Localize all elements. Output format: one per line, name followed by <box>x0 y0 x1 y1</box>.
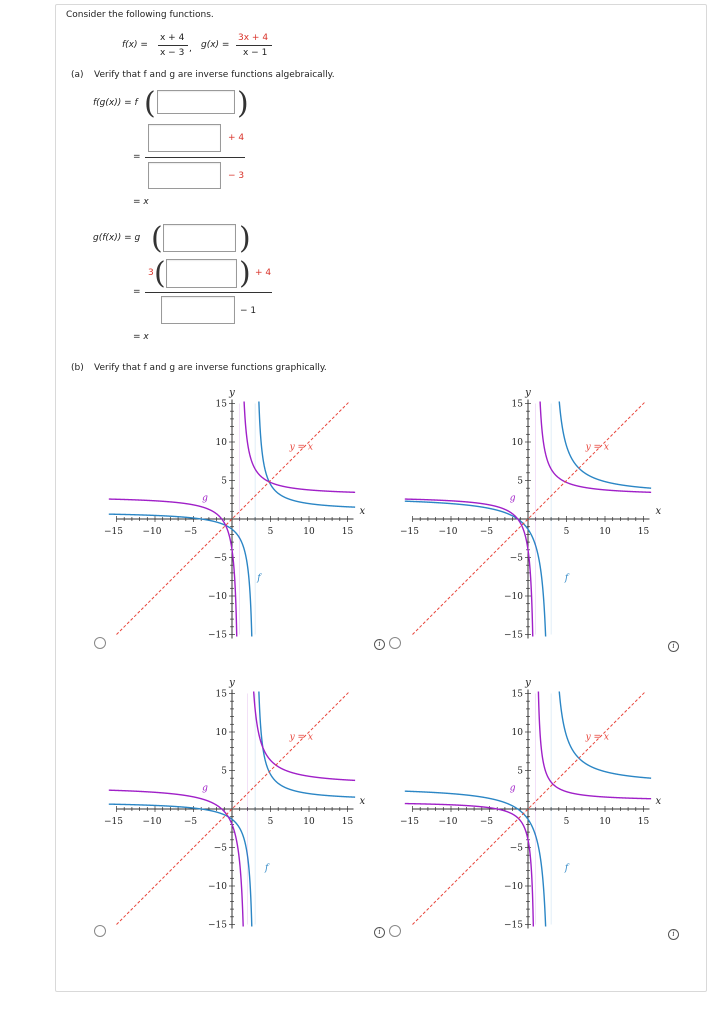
x-axis-label: x <box>359 506 366 517</box>
gf-close-paren: ) <box>239 221 251 256</box>
y-tick-label: −15 <box>208 920 227 931</box>
y-tick-label: −10 <box>504 882 523 892</box>
g-numerator: 3x + 4 <box>238 33 269 43</box>
y-axis-label: y <box>525 387 531 399</box>
radio-option-2[interactable] <box>389 637 401 649</box>
x-axis-label: x <box>655 506 662 517</box>
fg-den-tail: − 3 <box>228 171 245 181</box>
x-tick-label: 5 <box>563 817 570 827</box>
gf-result: = x <box>133 332 149 342</box>
question-intro: Consider the following functions. <box>66 10 214 20</box>
x-tick-label: 15 <box>341 527 354 537</box>
f-denominator: x − 3 <box>160 48 185 58</box>
x-tick-label: −10 <box>438 817 458 827</box>
fg-lhs: f(g(x)) = f <box>93 98 138 108</box>
y-tick-label: −5 <box>509 553 523 564</box>
fg-denominator-input[interactable] <box>148 162 221 189</box>
x-tick-label: 5 <box>267 817 274 827</box>
x-tick-label: 15 <box>637 527 650 537</box>
y-tick-label: −10 <box>208 592 227 602</box>
x-tick-label: −15 <box>400 527 419 537</box>
y-tick-label: −15 <box>504 920 523 931</box>
series-label-y-equals-x: y = x <box>585 442 610 453</box>
series-label-y-equals-x: y = x <box>289 732 314 743</box>
gf-num-tail: + 4 <box>255 268 272 278</box>
fg-inner-input[interactable] <box>157 90 235 114</box>
y-axis-label: y <box>229 387 235 399</box>
y-tick-label: −15 <box>208 630 227 641</box>
series-label-f: f <box>257 573 261 584</box>
info-icon[interactable]: i <box>374 927 385 938</box>
y-tick-label: 15 <box>215 689 227 700</box>
x-tick-label: 15 <box>637 817 650 827</box>
y-axis-label: y <box>229 677 235 689</box>
x-tick-label: −10 <box>142 527 162 537</box>
gf-num-close-paren: ) <box>239 256 251 291</box>
x-tick-label: −5 <box>183 527 198 537</box>
series-label-g: g <box>202 783 208 794</box>
y-tick-label: 15 <box>511 399 523 410</box>
x-tick-label: 10 <box>599 527 611 537</box>
y-axis-label: y <box>525 677 531 689</box>
gf-numerator-input[interactable] <box>166 259 237 288</box>
y-tick-label: −5 <box>213 553 227 564</box>
x-tick-label: −10 <box>438 527 458 537</box>
x-axis-label: x <box>655 796 662 807</box>
gf-denominator-input[interactable] <box>161 296 235 324</box>
y-tick-label: 15 <box>511 689 523 700</box>
series-label-y-equals-x: y = x <box>585 732 610 743</box>
fg-equals: = <box>133 152 141 162</box>
series-label-f: f <box>264 863 269 874</box>
x-tick-label: 15 <box>341 817 354 827</box>
y-tick-label: 5 <box>221 476 227 487</box>
gf-num-coefficient: 3 <box>148 268 154 278</box>
x-tick-label: 10 <box>599 817 611 827</box>
y-tick-label: 10 <box>511 728 523 738</box>
g-definition-lhs: g(x) = <box>201 40 230 50</box>
part-b-label: (b) <box>71 363 84 373</box>
x-tick-label: 5 <box>563 527 570 537</box>
series-label-g: g <box>509 783 516 794</box>
radio-option-3[interactable] <box>94 925 106 937</box>
f-numerator: x + 4 <box>160 33 185 43</box>
x-tick-label: 10 <box>303 527 315 537</box>
f-definition-lhs: f(x) = <box>122 40 148 50</box>
y-tick-label: 5 <box>517 476 523 487</box>
y-tick-label: −10 <box>208 882 227 892</box>
g-fraction-bar <box>236 45 272 46</box>
fg-fraction-bar <box>145 157 245 158</box>
graph-option-3 <box>102 675 366 935</box>
graph-option-1 <box>102 385 366 645</box>
x-tick-label: −15 <box>400 817 419 827</box>
x-tick-label: −15 <box>104 817 123 827</box>
radio-option-4[interactable] <box>389 925 401 937</box>
y-tick-label: −5 <box>509 843 523 854</box>
part-b-text: Verify that f and g are inverse functions graphically. <box>94 363 327 373</box>
part-a-label: (a) <box>71 70 84 80</box>
x-tick-label: −10 <box>142 817 162 827</box>
y-tick-label: 10 <box>511 438 523 448</box>
gf-open-paren: ( <box>151 221 163 256</box>
gf-fraction-bar <box>145 292 272 293</box>
fg-open-paren: ( <box>144 86 156 121</box>
gf-den-tail: − 1 <box>240 306 257 316</box>
x-tick-label: 10 <box>303 817 315 827</box>
y-tick-label: −10 <box>504 592 523 602</box>
radio-option-1[interactable] <box>94 637 106 649</box>
x-axis-label: x <box>359 796 366 807</box>
x-tick-label: 5 <box>267 527 274 537</box>
gf-inner-input[interactable] <box>163 224 236 252</box>
series-label-f: f <box>564 573 569 584</box>
gf-num-open-paren: ( <box>154 256 166 291</box>
gf-equals: = <box>133 287 141 297</box>
info-icon[interactable]: i <box>668 641 679 652</box>
part-a-text: Verify that f and g are inverse functions algebraically. <box>94 70 335 80</box>
f-fraction-bar <box>158 45 188 46</box>
series-label-y-equals-x: y = x <box>289 442 314 453</box>
fg-close-paren: ) <box>237 86 249 121</box>
fg-num-tail: + 4 <box>228 133 245 143</box>
series-label-g: g <box>202 493 208 504</box>
x-tick-label: −5 <box>479 527 494 537</box>
x-tick-label: −5 <box>183 817 198 827</box>
comma: , <box>189 44 192 54</box>
y-tick-label: 10 <box>215 728 227 738</box>
fg-result: = x <box>133 197 149 207</box>
y-tick-label: −15 <box>504 630 523 641</box>
graph-option-2 <box>398 385 662 645</box>
series-label-g: g <box>509 493 516 504</box>
info-icon[interactable]: i <box>374 639 385 650</box>
series-label-f: f <box>564 863 569 874</box>
y-tick-label: 5 <box>221 766 227 777</box>
y-tick-label: 15 <box>215 399 227 410</box>
x-tick-label: −5 <box>479 817 494 827</box>
graph-option-4 <box>398 675 662 935</box>
info-icon[interactable]: i <box>668 929 679 940</box>
gf-lhs: g(f(x)) = g <box>93 233 141 243</box>
g-denominator: x − 1 <box>243 48 268 58</box>
y-tick-label: 10 <box>215 438 227 448</box>
fg-numerator-input[interactable] <box>148 124 221 152</box>
y-tick-label: 5 <box>517 766 523 777</box>
y-tick-label: −5 <box>213 843 227 854</box>
x-tick-label: −15 <box>104 527 123 537</box>
